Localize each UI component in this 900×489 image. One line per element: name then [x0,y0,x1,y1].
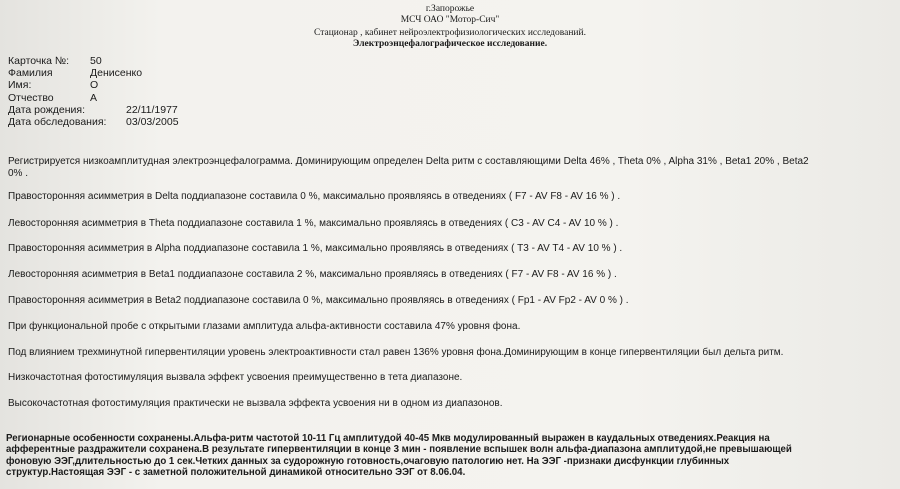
exam-date-value: 03/03/2005 [126,115,179,128]
conclusion-line4: структур.Настоящая ЭЭГ - с заметной положительной динамикой относительно ЭЭГ от 8.06.04. [6,466,466,478]
birth-date-label: Дата рождения: [8,103,85,116]
intro-paragraph-line2: 0% . [8,168,29,179]
document-title: Электроэнцефалографическое исследование. [352,39,548,49]
asymmetry-beta2: Правосторонняя асимметрия в Beta2 поддиапазоне составила 0 %, максимально проявляясь в отведениях ( Fp1 - AV Fp2 - AV 0 % ) . [8,295,629,306]
conclusion-line1: Регионарные особенности сохранены.Альфа-ритм частотой 10-11 Гц амплитудой 40-45 Мкв модулированный выражен в каудальных отведениях.Реакция на [6,433,770,444]
asymmetry-beta1: Левосторонняя асимметрия в Beta1 поддиапазоне составила 2 %, максимально проявляясь в отведениях ( F7 - AV F8 - AV 16 % ) . [8,269,617,280]
header-department: Стационар , кабинет нейроэлектрофизиологических исследований. [314,28,586,38]
low-frequency-photostimulation: Низкочастотная фотостимуляция вызвала эффект усвоения преимущественно в тета диапазоне. [8,372,463,383]
high-frequency-photostimulation: Высокочастотная фотостимуляция практически не вызвала эффекта усвоения ни в одном из диапазонов. [8,398,503,409]
surname-label: Фамилия [8,67,53,80]
header-organization: МСЧ ОАО "Мотор-Сич" [400,15,500,25]
intro-paragraph-line1: Регистрируется низкоамплитудная электроэнцефалограмма. Доминирующим определен Delta ритм с составляющими Delta 46% , Theta 0% , Alpha 31% , Beta1 20% , Beta2 [8,156,809,167]
conclusion-line3: фоновую ЭЭГ,длительностью до 1 сек.Четких данных за судорожную готовность,очаговую патологию нет. На ЭЭГ -признаки дисфункции глубинных [6,455,730,467]
exam-date-label: Дата обследования: [8,115,107,128]
conclusion-line2: афферентные раздражители сохранена.В результате гипервентиляции в конце 3 мин - появление вспышек волн альфа-диапазона амплитудой,не превышающей [6,444,792,456]
hyperventilation-result: Под влиянием трехминутной гипервентиляции уровень электроактивности стал равен 136% уровня фона.Доминирующим в конце гипервентиляции был дельта ритм. [8,347,784,358]
eyes-open-test: При функциональной пробе с открытыми глазами амплитуда альфа-активности составила 47% уровня фона. [8,321,521,332]
card-number-label: Карточка №: [8,55,70,67]
surname-value: Денисенко [90,67,143,80]
asymmetry-theta: Левосторонняя асимметрия в Theta поддиапазоне составила 1 %, максимально проявляясь в отведениях ( C3 - AV C4 - AV 10 % ) . [8,218,619,229]
asymmetry-delta: Правосторонняя асимметрия в Delta поддиапазоне составила 0 %, максимально проявляясь в отведениях ( F7 - AV F8 - AV 16 % ) . [8,191,621,202]
conclusion-block [6,433,900,478]
birth-date-value: 22/11/1977 [126,103,178,116]
patronymic-label: Отчество [8,91,54,104]
card-number-value: 50 [90,55,102,67]
name-label: Имя: [8,79,32,92]
patronymic-value: А [90,91,98,104]
name-value: О [90,79,99,92]
asymmetry-alpha: Правосторонняя асимметрия в Alpha поддиапазоне составила 1 %, максимально проявляясь в отведениях ( T3 - AV T4 - AV 10 % ) . [8,243,623,254]
header-city: г.Запорожье [425,4,475,14]
